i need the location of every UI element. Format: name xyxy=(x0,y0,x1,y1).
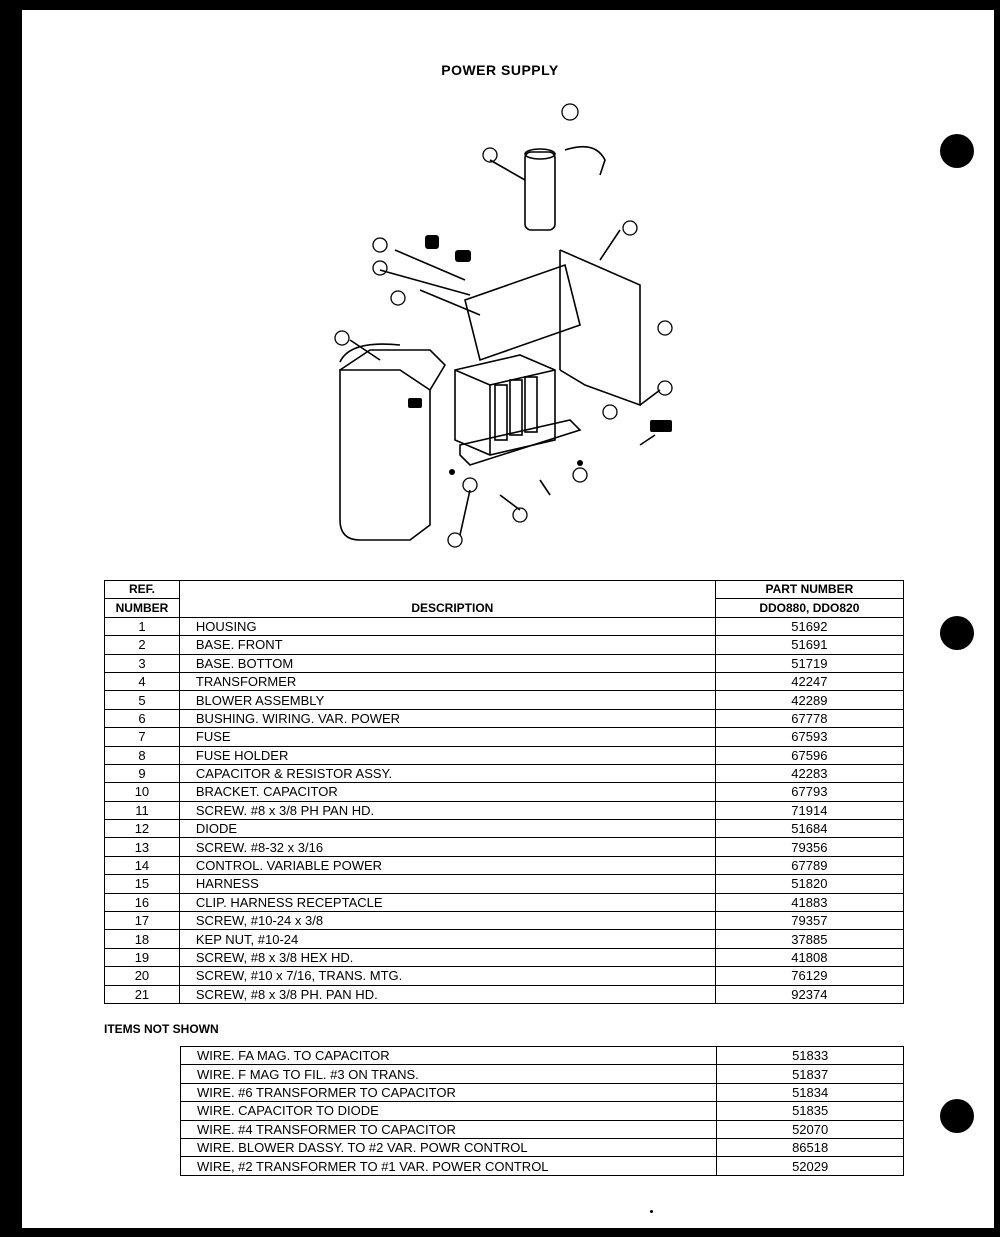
part-number-cell: 92374 xyxy=(715,985,903,1003)
description-cell: SCREW. #8-32 x 3/16 xyxy=(179,838,715,856)
table-row xyxy=(181,1157,904,1175)
description-cell: CONTROL. VARIABLE POWER xyxy=(179,856,715,874)
table-row xyxy=(105,746,904,764)
table-row xyxy=(181,1102,904,1120)
description-cell: HARNESS xyxy=(179,875,715,893)
ref-cell: 17 xyxy=(105,912,180,930)
ref-cell: 21 xyxy=(105,985,180,1003)
description-cell: BLOWER ASSEMBLY xyxy=(179,691,715,709)
part-number-cell: 86518 xyxy=(717,1138,904,1156)
table-row xyxy=(105,764,904,782)
table-row xyxy=(105,875,904,893)
table-row xyxy=(181,1138,904,1156)
part-number-cell: 51820 xyxy=(715,875,903,893)
part-number-cell: 79356 xyxy=(715,838,903,856)
ref-cell: 12 xyxy=(105,820,180,838)
description-cell: HOUSING xyxy=(179,617,715,635)
ref-header xyxy=(105,581,180,599)
ref-cell: 13 xyxy=(105,838,180,856)
part-number-cell: 51835 xyxy=(717,1102,904,1120)
items-not-shown-label: ITEMS NOT SHOWN xyxy=(104,1022,219,1036)
part-number-cell: 51834 xyxy=(717,1083,904,1101)
description-cell: SCREW. #8 x 3/8 PH PAN HD. xyxy=(179,801,715,819)
description-cell: CAPACITOR & RESISTOR ASSY. xyxy=(179,764,715,782)
binder-hole-icon xyxy=(940,134,974,168)
part-number-cell: 67789 xyxy=(715,856,903,874)
description-cell: WIRE. CAPACITOR TO DIODE xyxy=(181,1102,717,1120)
description-cell: BRACKET. CAPACITOR xyxy=(179,783,715,801)
table-row xyxy=(105,820,904,838)
description-header: DESCRIPTION xyxy=(179,581,715,618)
part-number-header: PART NUMBER xyxy=(715,581,903,599)
table-row xyxy=(181,1083,904,1101)
page-title: POWER SUPPLY xyxy=(441,62,559,78)
part-number-cell: 67596 xyxy=(715,746,903,764)
ref-cell: 10 xyxy=(105,783,180,801)
table-row xyxy=(105,856,904,874)
part-number-cell: 76129 xyxy=(715,967,903,985)
ref-cell: 6 xyxy=(105,709,180,727)
description-cell: SCREW, #10-24 x 3/8 xyxy=(179,912,715,930)
description-cell: BUSHING. WIRING. VAR. POWER xyxy=(179,709,715,727)
description-cell: WIRE. FA MAG. TO CAPACITOR xyxy=(181,1047,717,1065)
part-number-cell: 51833 xyxy=(717,1047,904,1065)
ref-cell: 11 xyxy=(105,801,180,819)
part-number-cell: 42247 xyxy=(715,672,903,690)
ref-cell: 9 xyxy=(105,764,180,782)
part-number-cell: 67793 xyxy=(715,783,903,801)
part-number-cell: 42283 xyxy=(715,764,903,782)
description-cell: WIRE. BLOWER DASSY. TO #2 VAR. POWR CONTROL xyxy=(181,1138,717,1156)
description-cell: WIRE. #6 TRANSFORMER TO CAPACITOR xyxy=(181,1083,717,1101)
table-row xyxy=(105,672,904,690)
table-row xyxy=(105,948,904,966)
description-cell: CLIP. HARNESS RECEPTACLE xyxy=(179,893,715,911)
description-cell: TRANSFORMER xyxy=(179,672,715,690)
ref-cell: 20 xyxy=(105,967,180,985)
description-cell: FUSE HOLDER xyxy=(179,746,715,764)
part-number-cell: 42289 xyxy=(715,691,903,709)
binder-hole-icon xyxy=(940,616,974,650)
part-number-cell: 52070 xyxy=(717,1120,904,1138)
items-not-shown-table xyxy=(180,1046,904,1176)
description-cell: DIODE xyxy=(179,820,715,838)
ref-cell: 8 xyxy=(105,746,180,764)
table-row xyxy=(181,1065,904,1083)
ref-cell: 1 xyxy=(105,617,180,635)
edge-mark xyxy=(0,890,8,892)
ref-cell: 3 xyxy=(105,654,180,672)
ref-cell: 14 xyxy=(105,856,180,874)
part-number-cell: 51719 xyxy=(715,654,903,672)
binder-hole-icon xyxy=(940,1099,974,1133)
ref-header-line1: REF. xyxy=(128,582,155,597)
description-cell: SCREW, #8 x 3/8 HEX HD. xyxy=(179,948,715,966)
ref-cell: 4 xyxy=(105,672,180,690)
table-row xyxy=(105,691,904,709)
ref-cell: 18 xyxy=(105,930,180,948)
part-number-cell: 51691 xyxy=(715,636,903,654)
part-number-cell: 79357 xyxy=(715,912,903,930)
part-number-cell: 51837 xyxy=(717,1065,904,1083)
part-number-cell: 67778 xyxy=(715,709,903,727)
part-number-cell: 37885 xyxy=(715,930,903,948)
table-row xyxy=(181,1047,904,1065)
ref-cell: 19 xyxy=(105,948,180,966)
table-row xyxy=(105,801,904,819)
ref-cell: 5 xyxy=(105,691,180,709)
description-cell: KEP NUT, #10-24 xyxy=(179,930,715,948)
ref-cell: 2 xyxy=(105,636,180,654)
table-row xyxy=(181,1120,904,1138)
table-row xyxy=(105,912,904,930)
part-number-cell: 71914 xyxy=(715,801,903,819)
part-number-cell: 52029 xyxy=(717,1157,904,1175)
table-row xyxy=(105,893,904,911)
table-row xyxy=(105,709,904,727)
models-header: DDO880, DDO820 xyxy=(715,599,903,617)
description-cell: BASE. BOTTOM xyxy=(179,654,715,672)
ref-cell: 7 xyxy=(105,728,180,746)
ref-header-line2: NUMBER xyxy=(105,599,180,617)
table-row xyxy=(105,654,904,672)
description-cell: SCREW, #10 x 7/16, TRANS. MTG. xyxy=(179,967,715,985)
description-cell: BASE. FRONT xyxy=(179,636,715,654)
table-row xyxy=(105,930,904,948)
table-row xyxy=(105,728,904,746)
part-number-cell: 67593 xyxy=(715,728,903,746)
ref-cell: 15 xyxy=(105,875,180,893)
table-row xyxy=(105,783,904,801)
part-number-cell: 41808 xyxy=(715,948,903,966)
exploded-view-drawing xyxy=(320,100,700,560)
part-number-cell: 51684 xyxy=(715,820,903,838)
ref-cell: 16 xyxy=(105,893,180,911)
table-row xyxy=(105,838,904,856)
speck xyxy=(650,1210,653,1213)
part-number-cell: 41883 xyxy=(715,893,903,911)
part-number-cell: 51692 xyxy=(715,617,903,635)
description-cell: SCREW, #8 x 3/8 PH. PAN HD. xyxy=(179,985,715,1003)
table-row xyxy=(105,636,904,654)
description-cell: WIRE. #4 TRANSFORMER TO CAPACITOR xyxy=(181,1120,717,1138)
edge-mark xyxy=(0,797,8,799)
description-cell: WIRE, #2 TRANSFORMER TO #1 VAR. POWER CONTROL xyxy=(181,1157,717,1175)
table-row xyxy=(105,985,904,1003)
description-cell: WIRE. F MAG TO FIL. #3 ON TRANS. xyxy=(181,1065,717,1083)
table-row xyxy=(105,617,904,635)
parts-table xyxy=(104,580,904,1004)
table-row xyxy=(105,967,904,985)
description-cell: FUSE xyxy=(179,728,715,746)
